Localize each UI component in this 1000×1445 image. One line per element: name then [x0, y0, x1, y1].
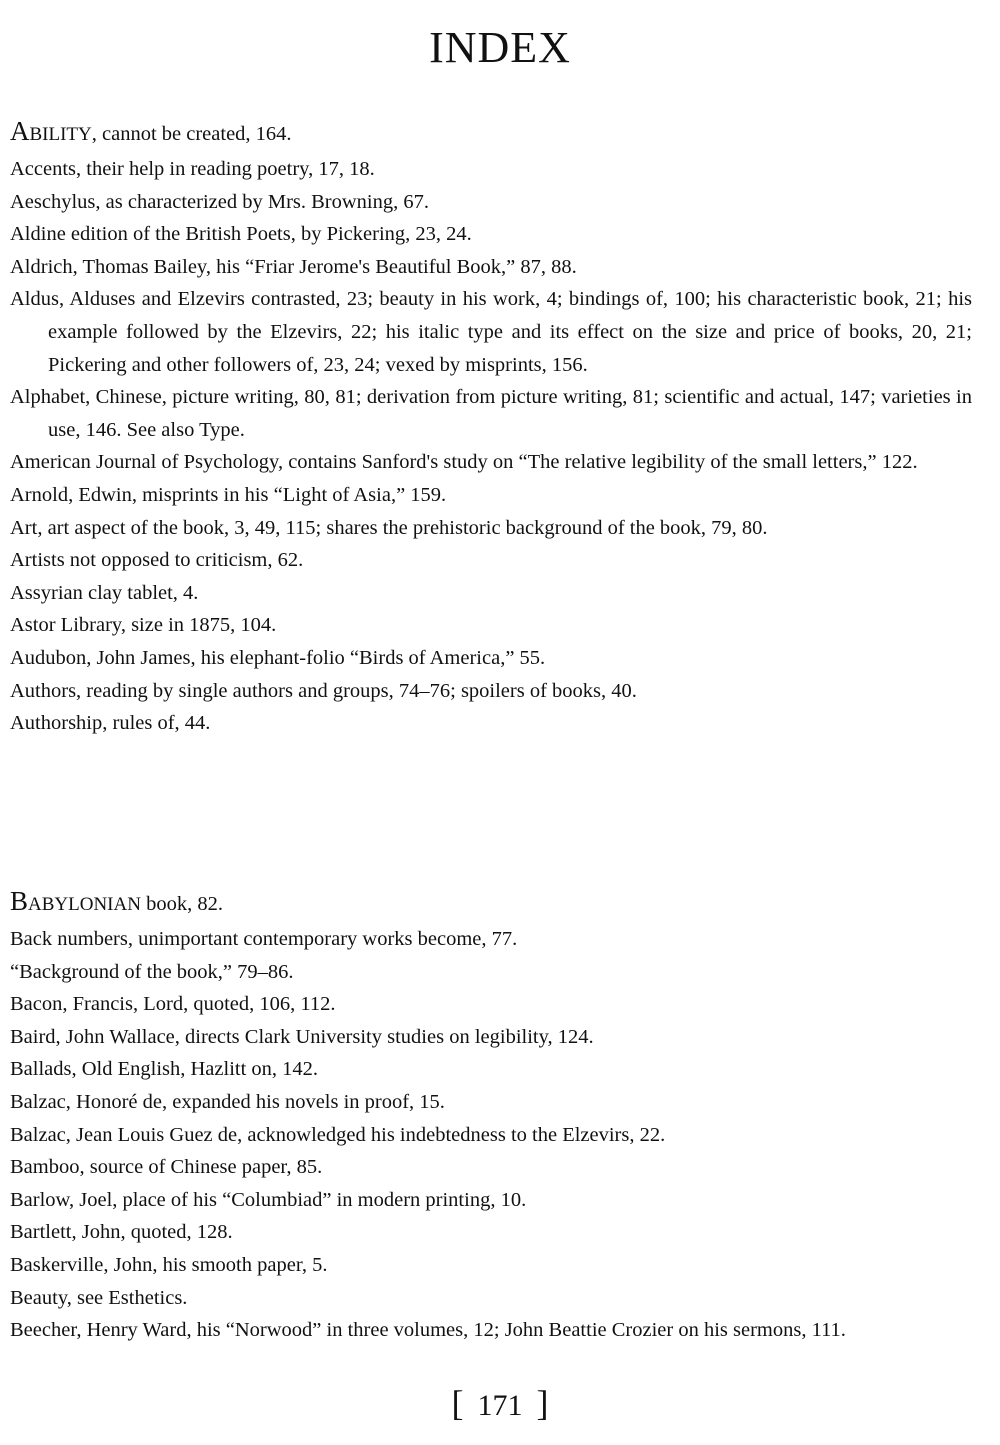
- index-entry: Bamboo, source of Chinese paper, 85.: [10, 1156, 323, 1179]
- index-entry: Authorship, rules of, 44.: [10, 712, 211, 735]
- index-entry: Aldrich, Thomas Bailey, his “Friar Jerome's Beautiful Book,” 87, 88.: [10, 255, 577, 278]
- index-entry: Astor Library, size in 1875, 104.: [10, 614, 277, 637]
- page-number: [0, 1383, 1000, 1426]
- index-entry: Assyrian clay tablet, 4.: [10, 581, 199, 604]
- index-entry: Art, art aspect of the book, 3, 49, 115; shares the prehistoric background of the book, 79, 80.: [10, 516, 768, 539]
- index-entry: Balzac, Jean Louis Guez de, acknowledged his indebtedness to the Elzevirs, 22.: [10, 1123, 666, 1146]
- index-entry: Beecher, Henry Ward, his “Norwood” in three volumes, 12; John Beattie Crozier on his sermons, 111.: [10, 1319, 846, 1342]
- index-entry: Bacon, Francis, Lord, quoted, 106, 112.: [10, 993, 336, 1016]
- index-entry: Aldus, Alduses and Elzevirs contrasted, 23; beauty in his work, 4; bindings of, 100; his characteristic book, 21; his example followed by the Elzevirs, 22; his italic type and its effect on the size and price of books, 20, 21; Pickering and other followers of, 23, 24; vexed by misprints, 156.: [10, 288, 972, 376]
- index-entry: “Background of the book,” 79–86.: [10, 960, 294, 983]
- index-entry: Arnold, Edwin, misprints in his “Light of Asia,” 159.: [10, 483, 447, 506]
- page-title: INDEX: [429, 23, 571, 72]
- index-entry: Artists not opposed to criticism, 62.: [10, 549, 304, 572]
- folio-close-bracket: ]: [536, 1383, 549, 1423]
- index-section-b: [10, 882, 972, 1347]
- index-entry: Alphabet, Chinese, picture writing, 80, 81; derivation from picture writing, 81; scientific and actual, 147; varieties in use, 146. See also Type.: [10, 386, 972, 441]
- index-entry: Ballads, Old English, Hazlitt on, 142.: [10, 1058, 319, 1081]
- index-entry: Authors, reading by single authors and groups, 74–76; spoilers of books, 40.: [10, 679, 637, 702]
- entry-lead-rest: book, 82.: [140, 893, 223, 915]
- index-entry: Baskerville, John, his smooth paper, 5.: [10, 1253, 328, 1276]
- index-entry: Barlow, Joel, place of his “Columbiad” in modern printing, 10.: [10, 1188, 527, 1211]
- index-entry: Bartlett, John, quoted, 128.: [10, 1221, 233, 1244]
- entry-lead-rest: , cannot be created, 164.: [91, 123, 292, 145]
- folio-open-bracket: [: [451, 1383, 464, 1423]
- index-entry: Aldine edition of the British Poets, by Pickering, 23, 24.: [10, 223, 472, 246]
- index-section-a: [10, 112, 972, 740]
- index-entry: Audubon, John James, his elephant-folio “Birds of America,” 55.: [10, 646, 546, 669]
- index-entry: Back numbers, unimportant contemporary works become, 77.: [10, 928, 518, 950]
- index-entry: Aeschylus, as characterized by Mrs. Browning, 67.: [10, 190, 429, 213]
- folio-number: 171: [477, 1389, 523, 1422]
- index-entry: Balzac, Honoré de, expanded his novels in proof, 15.: [10, 1090, 445, 1113]
- index-entry: Baird, John Wallace, directs Clark University studies on legibility, 124.: [10, 1025, 594, 1048]
- entry-lead-word: Babylonian: [10, 886, 141, 916]
- index-entry: American Journal of Psychology, contains Sanford's study on “The relative legibility of the small letters,” 122.: [10, 451, 918, 474]
- entry-lead-word: Ability: [10, 116, 92, 146]
- index-entry: [10, 112, 972, 153]
- index-entry: Accents, their help in reading poetry, 17, 18.: [10, 158, 375, 180]
- index-entry: [10, 882, 972, 923]
- index-entry: Beauty, see Esthetics.: [10, 1286, 188, 1309]
